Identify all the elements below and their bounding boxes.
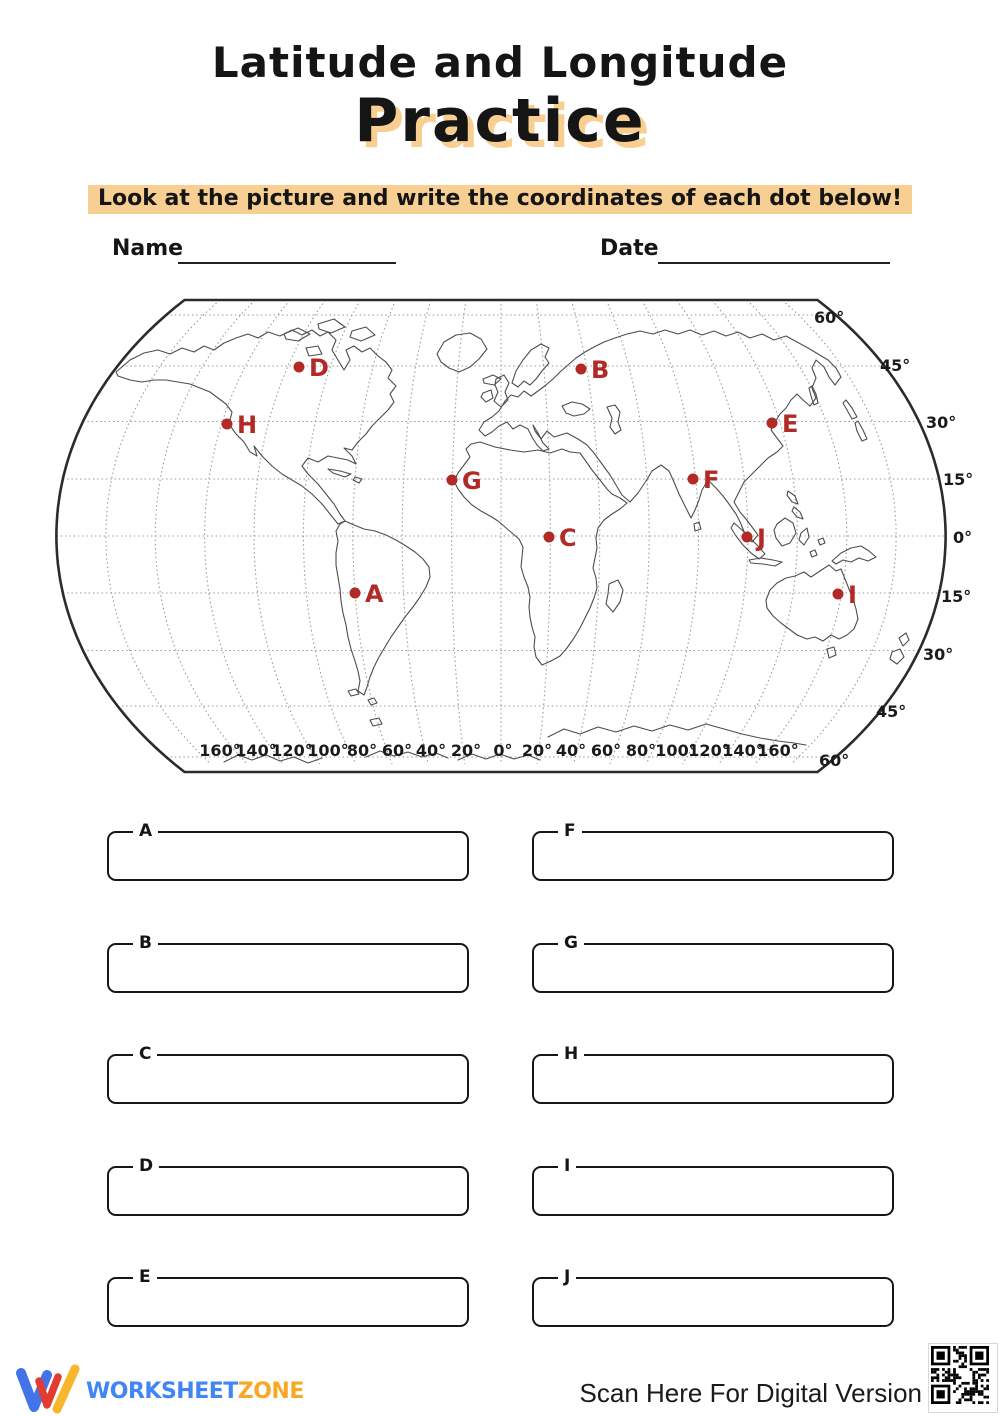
brand-word-zone: ZONE	[237, 1379, 304, 1404]
longitude-label: 140°	[722, 741, 764, 760]
map-dot-E	[767, 418, 778, 429]
map-dot-label-G: G	[462, 467, 482, 495]
longitude-label: 60°	[590, 741, 622, 760]
page-subtitle: Practice	[354, 86, 646, 156]
map-dot-label-H: H	[237, 411, 258, 439]
answer-box-letter: G	[558, 932, 584, 954]
worksheetzone-logo-icon	[16, 1364, 82, 1414]
scan-here-text: Scan Here For Digital Version	[579, 1378, 922, 1408]
latitude-label: 15°	[941, 587, 972, 606]
longitude-label: 160°	[199, 741, 241, 760]
instruction-banner	[0, 185, 1000, 214]
longitude-label: 40°	[415, 741, 447, 760]
longitude-label: 80°	[625, 741, 657, 760]
map-dot-label-F: F	[703, 466, 720, 494]
map-dot-F	[688, 474, 699, 485]
latitude-label: 0°	[953, 528, 973, 547]
map-dot-label-E: E	[782, 410, 799, 438]
map-dot-G	[447, 475, 458, 486]
answer-box-c[interactable]	[107, 1044, 469, 1104]
longitude-label: 20°	[450, 741, 482, 760]
map-dot-I	[833, 589, 844, 600]
answer-box-i[interactable]	[532, 1156, 894, 1216]
answer-box-letter: B	[133, 932, 158, 954]
answer-box-j[interactable]	[532, 1267, 894, 1327]
longitude-label: 40°	[555, 741, 587, 760]
answer-box-f[interactable]	[532, 821, 894, 881]
map-dot-B	[576, 364, 587, 375]
latitude-label: 30°	[923, 645, 954, 664]
answer-box-letter: D	[133, 1155, 159, 1177]
qr-code	[928, 1343, 998, 1413]
map-dot-label-C: C	[559, 524, 577, 552]
longitude-label: 120°	[271, 741, 313, 760]
map-dot-label-B: B	[591, 356, 610, 384]
map-dot-C	[544, 532, 555, 543]
answer-box-letter: H	[558, 1043, 584, 1065]
date-label: Date	[600, 236, 659, 261]
map-dot-label-D: D	[309, 354, 329, 382]
world-map	[0, 285, 1000, 790]
longitude-label: 0°	[493, 741, 513, 760]
instruction-text: Look at the picture and write the coordinates of each dot below!	[88, 185, 912, 214]
answer-box-letter: I	[558, 1155, 576, 1177]
answer-box-g[interactable]	[532, 933, 894, 993]
answer-box-letter: E	[133, 1266, 157, 1288]
answer-box-a[interactable]	[107, 821, 469, 881]
map-dot-D	[294, 362, 305, 373]
longitude-label: 140°	[235, 741, 277, 760]
longitude-label: 20°	[521, 741, 553, 760]
longitude-label: 160°	[757, 741, 799, 760]
map-dot-label-J: J	[757, 524, 766, 552]
map-dot-label-I: I	[848, 581, 857, 609]
page-title: Latitude and Longitude	[211, 38, 789, 87]
answer-box-h[interactable]	[532, 1044, 894, 1104]
answer-box-d[interactable]	[107, 1156, 469, 1216]
latitude-label: 15°	[943, 470, 974, 489]
worksheetzone-logo-text	[86, 1379, 304, 1404]
latitude-label: 45°	[876, 702, 907, 721]
answer-box-e[interactable]	[107, 1267, 469, 1327]
longitude-label: 120°	[688, 741, 730, 760]
brand-word-worksheet: WORKSHEET	[86, 1379, 238, 1404]
map-dot-label-A: A	[365, 580, 384, 608]
latitude-label: 60°	[819, 751, 850, 770]
latitude-label: 60°	[814, 308, 845, 327]
answer-box-letter: A	[133, 820, 158, 842]
answer-box-letter: J	[558, 1266, 576, 1288]
map-dot-J	[742, 532, 753, 543]
map-dot-H	[222, 419, 233, 430]
name-input-line[interactable]	[178, 262, 396, 264]
answer-box-letter: F	[558, 820, 582, 842]
answer-box-b[interactable]	[107, 933, 469, 993]
answer-box-letter: C	[133, 1043, 157, 1065]
longitude-label: 80°	[346, 741, 378, 760]
date-input-line[interactable]	[658, 262, 890, 264]
qr-code-image	[931, 1346, 989, 1404]
longitude-label: 100°	[655, 741, 697, 760]
latitude-label: 30°	[926, 413, 957, 432]
map-dot-A	[350, 588, 361, 599]
longitude-label: 100°	[307, 741, 349, 760]
latitude-label: 45°	[880, 356, 911, 375]
longitude-label: 60°	[381, 741, 413, 760]
name-label: Name	[112, 236, 184, 261]
